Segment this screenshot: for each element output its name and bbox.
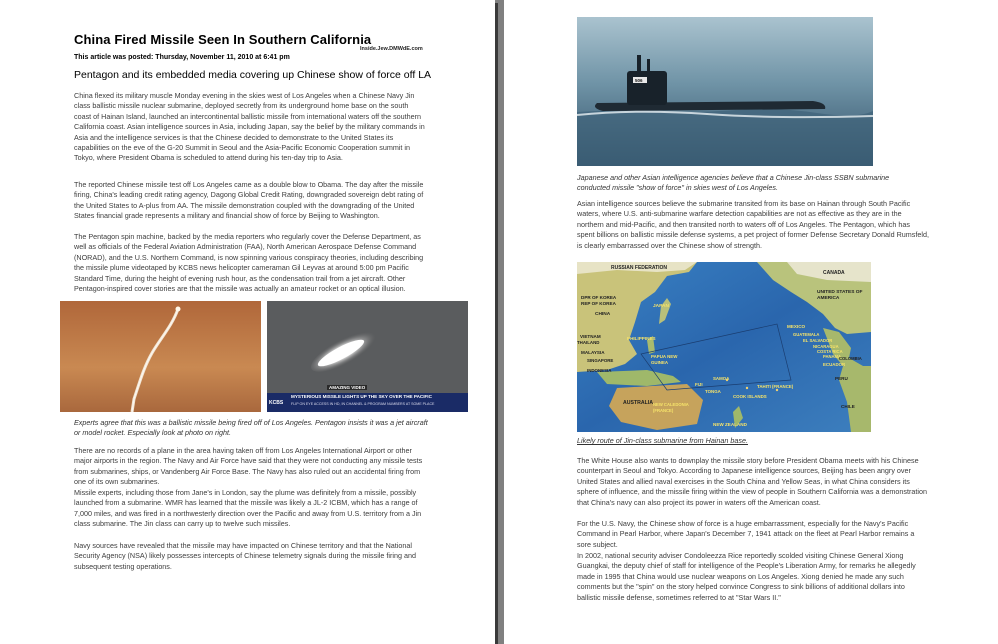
document-page-left (0, 0, 495, 644)
article-title: China Fired Missile Seen In Southern California (74, 32, 372, 47)
pacific-map (577, 262, 871, 432)
map-label-russia: RUSSIAN FEDERATION (611, 265, 668, 271)
map-label-cook-islands: COOK ISLANDS (733, 394, 767, 399)
map-label-philippines: PHILIPPINES (627, 336, 656, 341)
tv-subbanner: FLIP ON EYE ACCESS IN HD, IN CHANNEL & PROGRAM NUMBERS AT SOME PLACE (291, 402, 435, 406)
map-label-guatemala: GUATEMALA (793, 332, 820, 337)
paragraph-3: The Pentagon spin machine, backed by the media reporters who regularly cover the Defense Department, as well as officials of the Federal Aviation Administration (FAA), North American Aerospace Defense Command (NORAD), and the U.S. Northern Command, is now spinning various conspiracy theories, including describing the missile plume videotaped by KCBS news helicopter cameraman Gil Leyvas at around 5:00 pm Pacific Standard Time, during the height of evening rush hour, as the condensation trail from a jet aircraft. Other Pentagon-inspired cover stories are that the missile was actually an amateur rocket or an optical illusion. (74, 232, 424, 294)
map-label-panama: PANAMA (823, 354, 842, 359)
submarine-caption: Japanese and other Asian intelligence agencies believe that a Chinese Jin-class SSBN submarine conducted missile "show of force" in skies west of Los Angeles. (577, 173, 890, 193)
map-label-costa-rica: COSTA RICA (817, 349, 843, 354)
document-page-right (504, 0, 998, 644)
paragraph-2: The reported Chinese missile test off Los Angeles came as a double blow to Obama. The day after the missile firing, China's leading credit rating agency, Dagong Global Credit Rating, downgraded sovereign debt rating of the United States to A-plus from AA. The missile demonstration coupled with the downgrading of the United States financial grade represents a military and financial show of force by Beijing to Washington. (74, 180, 424, 221)
map-label-mexico: MEXICO (787, 324, 806, 329)
tv-tag: AMAZING VIDEO (329, 385, 366, 390)
tv-logo: KCBS (269, 400, 284, 406)
photo-submarine (577, 17, 873, 166)
photo-contrail (60, 301, 261, 412)
map-label-fiji: FIJI (695, 382, 703, 387)
map-label-tonga: TONGA (705, 389, 721, 394)
map-label-new-caledonia: NEW CALEDONIA (FRANCE) (653, 402, 689, 413)
map-label-dprk: DPR OF KOREA (581, 295, 617, 300)
tv-banner: MYSTERIOUS MISSILE LIGHTS UP THE SKY OVER THE PACIFIC (291, 394, 432, 399)
paragraph-6: Navy sources have revealed that the missile may have impacted on Chinese territory and that the National Security Agency (NSA) likely possesses intercepts of Chinese telemetry signals during the missile firing and subsequent testing operations. (74, 541, 416, 571)
map-label-rok: REP OF KOREA (581, 301, 616, 306)
map-label-el-salvador: EL SALVADOR (803, 338, 833, 343)
map-label-colombia: COLOMBIA (839, 356, 862, 361)
photo-caption: Experts agree that this was a ballistic missile being fired off of Los Angeles. Pentagon insists it was a jet aircraft or model rocket. Especially look at photo on right. (74, 418, 428, 438)
paragraph-r4: In 2002, national security adviser Condoleezza Rice reportedly scolded visiting Chinese General Xiong Guangkai, the deputy chief of staff for intelligence of the People's Liberation Army, for remarks he allegedly made in 1995 that China would use nuclear weapons on Los Angeles. Xiong denied he made any such comments but the "spin" on the story helped convince Congress to sink billions of additional dollars into ballistic missile defense, sometimes referred to at "Star Wars II." (577, 551, 916, 602)
map-label-chile: CHILE (841, 404, 855, 409)
posted-date: This article was posted: Thursday, November 11, 2010 at 6:41 pm (74, 54, 290, 61)
map-label-samoa: SAMOA (713, 376, 730, 381)
map-label-png: PAPUA NEW GUINEA (651, 354, 678, 365)
map-label-nicaragua: NICARAGUA (813, 344, 839, 349)
map-label-usa: UNITED STATES OF AMERICA (817, 290, 863, 301)
photo-tv-news (267, 301, 468, 412)
map-label-vietnam: VIETNAM (580, 334, 601, 339)
map-label-canada: CANADA (823, 270, 845, 276)
map-label-australia: AUSTRALIA (623, 400, 653, 406)
map-label-japan: JAPAN (653, 304, 669, 309)
map-label-peru: PERU (835, 376, 848, 381)
map-label-china: CHINA (595, 312, 611, 317)
map-label-malaysia: MALAYSIA (581, 350, 605, 355)
map-label-indonesia: INDONESIA (587, 368, 612, 373)
byline: Inside.Jew.DMWdE.com (360, 46, 423, 52)
map-caption: Likely route of Jin-class submarine from Hainan base. (577, 436, 748, 445)
paragraph-4: There are no records of a plane in the area having taken off from Los Angeles International Airport or other major airports in the region. The Navy and Air Force have said that they were not conducting any missile tests from submarines, ships, or Vandenberg Air Force Base. The Navy has also ruled out an accidental firing from one of its own submarines. (74, 446, 423, 487)
article-subhead: Pentagon and its embedded media covering up Chinese show of force off LA (74, 69, 432, 81)
hull-number: 506 (635, 78, 643, 83)
paragraph-r1: Asian intelligence sources believe the submarine transited from its base on Hainan through South Pacific waters, where U.S. anti-submarine warfare detection capabilities are not as effective as they are in the northern and mid-Pacific, and then transited north to waters off of Los Angeles. The Pentagon, which has spent billions on ballistic missile defense systems, a pet project of former Defense Secretary Donald Rumsfeld, is clearly embarrassed over the Chinese show of strength. (577, 199, 929, 250)
paragraph-r2: The White House also wants to downplay the missile story before President Obama meets with his Chinese counterpart in Seoul and Tokyo. According to Japanese intelligence sources, Beijing has been angry over United States and allied naval exercises in the South China and Yellow Seas, in what China considers its sphere of influence, and the missile firing within the view of people in Southern California was a demonstration that China's navy can also project its power in waters off the American coast. (577, 456, 927, 507)
map-label-thailand: THAILAND (577, 340, 600, 345)
map-label-tahiti: TAHITI (FRANCE) (757, 384, 794, 389)
map-label-singapore: SINGAPORE (587, 358, 614, 363)
map-label-new-zealand: NEW ZEALAND (713, 422, 747, 427)
paragraph-5: Missile experts, including those from Jane's in London, say the plume was definitely from a missile, possibly launched from a submarine. WMR has learned that the missile was likely a JL-2 ICBM, which has a range of 7,000 miles, and was fired in a northwesterly direction over the Pacific and away from U.S. territory from a Jin class submarine. The Jin class can carry up to twelve such missiles. (74, 488, 422, 529)
map-label-ecuador: ECUADOR (823, 362, 846, 367)
paragraph-1: China flexed its military muscle Monday evening in the skies west of Los Angeles when a Chinese Navy Jin class ballistic missile nuclear submarine, deployed secretly from its underground home base on the south coast of Hainan Island, launched an intercontinental ballistic missile from international waters off the southern California coast. Asian intelligence sources in Asia, including Japan, say the belief by the military commands in Asia and the intelligence services is that the Chinese decided to demonstrate to the United States its capabilities on the eve of the G-20 Summit in Seoul and the Asia-Pacific Economic Cooperation summit in Tokyo, where President Obama is scheduled to attend during his ten-day trip to Asia. (74, 91, 425, 163)
paragraph-r3: For the U.S. Navy, the Chinese show of force is a huge embarrassment, especially for the Navy's Pacific Command in Pearl Harbor, where Japan's December 7, 1941 attack on the fleet at Pearl Harbor remains a sore subject. (577, 519, 915, 549)
